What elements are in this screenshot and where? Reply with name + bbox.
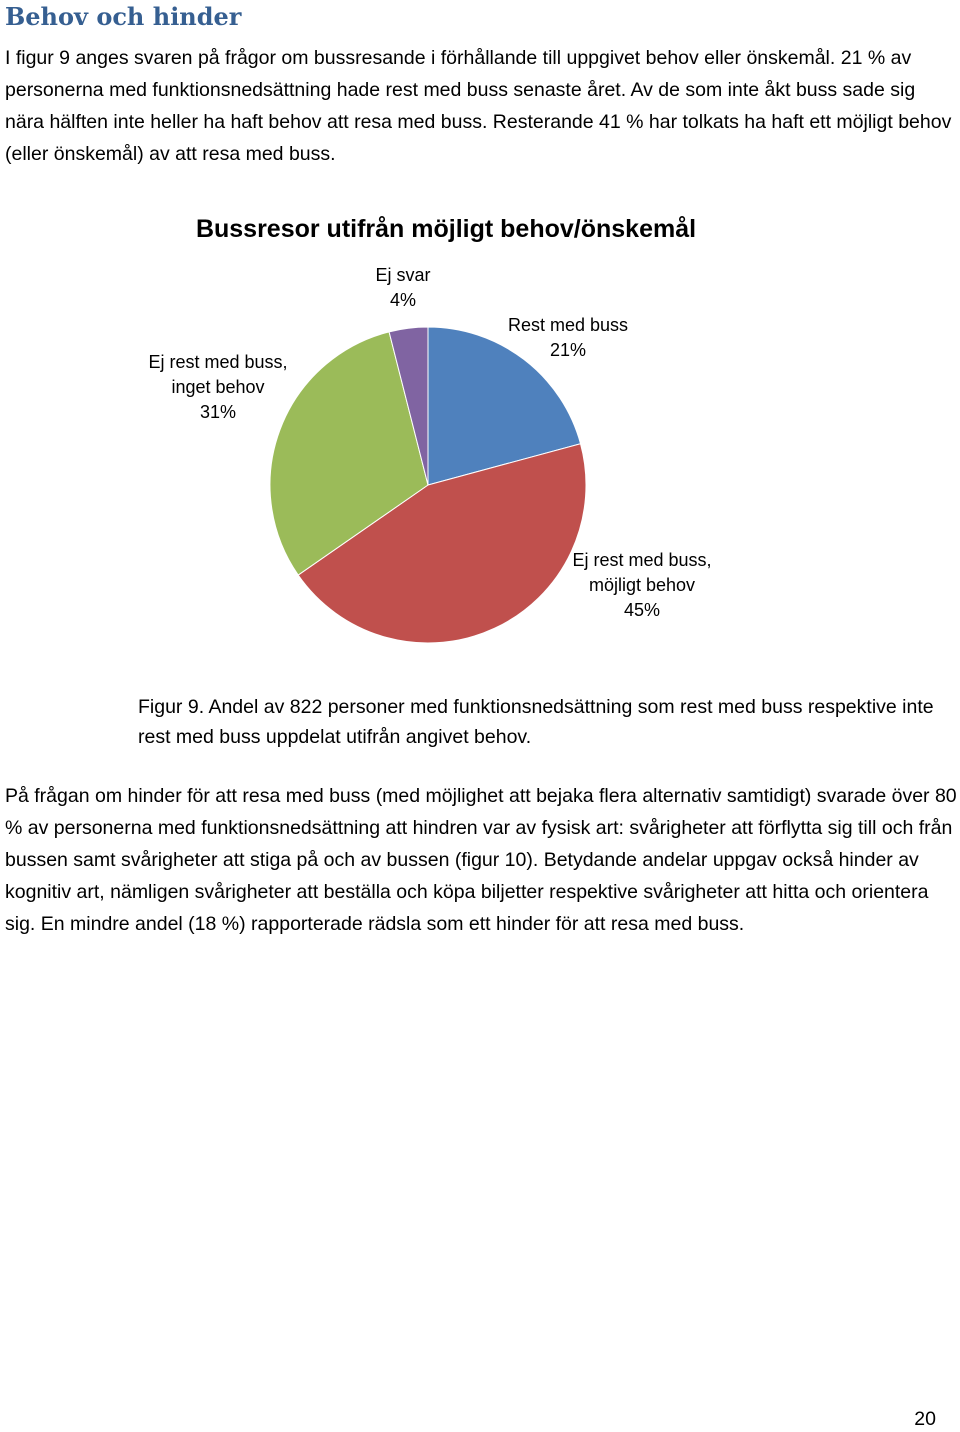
page-number: 20 (914, 1408, 936, 1430)
intro-paragraph: I figur 9 anges svaren på frågor om bussresande i förhållande till uppgivet behov eller önskemål. 21 % av personerna med funktionsnedsättning hade rest med buss senaste året. Av de som inte åkt buss sade sig nära hälften inte heller ha haft behov att resa med buss. Resterande 41 % har tolkats ha haft ett möjligt behov (eller önskemål) av att resa med buss. (5, 47, 952, 165)
slice-inget-behov-label: Ej rest med buss, inget behov 31% (148, 352, 288, 422)
slice-mojligt-behov-label: Ej rest med buss, möjligt behov 45% (572, 550, 712, 620)
pie-chart (0, 200, 960, 670)
section-heading: Behov och hinder (5, 2, 242, 31)
pie-chart-svg (0, 200, 960, 670)
slice-rest-med-buss-label: Rest med buss 21% (507, 315, 629, 360)
figure-caption: Figur 9. Andel av 822 personer med funktionsnedsättning som rest med buss respektive inte rest med buss uppdelat utifrån angivet behov. (138, 696, 934, 748)
body-paragraph: På frågan om hinder för att resa med buss (med möjlighet att bejaka flera alternativ samtidigt) svarade över 80 % av personerna med funktionsnedsättning att hindren var av fysisk art: svårigheter att förflytta sig till och från bussen samt svårigheter att stiga på och av bussen (figur 10). Betydande andelar uppgav också hinder av kognitiv art, nämligen svårigheter att beställa och köpa biljetter respektive svårigheter att hitta och orientera sig. En mindre andel (18 %) rapporterade rädsla som ett hinder för att resa med buss. (5, 785, 957, 935)
slice-ej-svar-label: Ej svar 4% (375, 265, 431, 310)
chart-title: Bussresor utifrån möjligt behov/önskemål (195, 215, 697, 243)
